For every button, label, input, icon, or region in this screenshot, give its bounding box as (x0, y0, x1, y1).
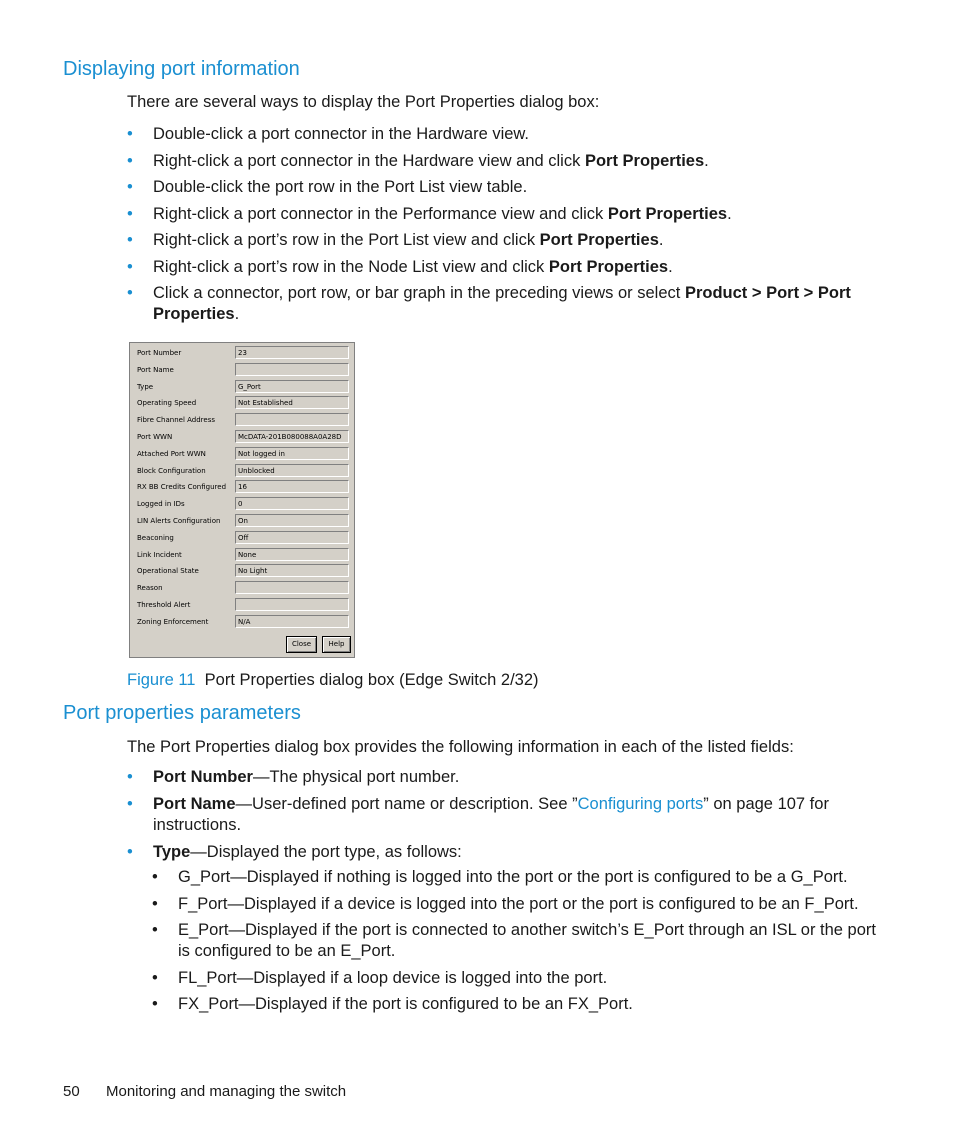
param-type (127, 842, 887, 1015)
bullet: • (152, 868, 158, 886)
method-text-end: . (658, 231, 664, 249)
dialog-row (130, 495, 356, 512)
bullet: • (127, 795, 133, 813)
display-method-item (127, 257, 887, 278)
field-label: Link Incident (137, 550, 182, 559)
parameters-list (127, 767, 887, 1021)
param-term: Port Name (153, 795, 236, 813)
dialog-row (130, 546, 356, 563)
method-text-end: . (727, 204, 732, 223)
port-type-text: E_Port—Displayed if the port is connected to another switch’s E_Port through an ISL or the port is configured to be an E_Port. (178, 921, 876, 960)
dialog-row (130, 394, 356, 411)
param-term: Port Number (153, 768, 253, 786)
field-label: Fibre Channel Address (137, 416, 216, 425)
section-heading-parameters: Port properties parameters (63, 702, 301, 724)
param-desc-tail: ” on page 107 for instructions. (153, 795, 829, 834)
menu-command: Port Properties (584, 151, 705, 170)
field-label: Port Number (137, 349, 182, 357)
field-label: Logged in IDs (137, 500, 185, 509)
section-heading-displaying: Displaying port information (63, 58, 300, 80)
method-text: Double-click the port row in the Port List view table. (153, 178, 528, 196)
dialog-row (130, 579, 356, 596)
field-value (235, 363, 349, 376)
figure-caption (127, 671, 539, 690)
port-properties-dialog (129, 342, 355, 658)
method-text: Right-click a port’s row in the Node List view and click (153, 257, 549, 276)
param-desc: —The physical port number. (252, 768, 460, 786)
dialog-row (130, 596, 356, 613)
method-text-end: . (704, 151, 709, 170)
field-label: Attached Port WWN (137, 449, 206, 458)
port-type-text: F_Port—Displayed if a device is logged into the port or the port is configured to be an F_Port. (178, 894, 859, 913)
field-label: Port Name (137, 365, 174, 374)
field-value (235, 598, 349, 611)
menu-command: Port Properties (607, 204, 728, 223)
dialog-row (130, 613, 356, 630)
param-port-name (127, 794, 887, 836)
port-type-item (152, 867, 887, 888)
field-label: Operating Speed (137, 399, 197, 408)
menu-command: Port Properties (539, 231, 659, 249)
configuring-ports-link[interactable]: Configuring ports (577, 795, 704, 813)
dialog-row (130, 344, 356, 361)
dialog-row (130, 529, 356, 546)
method-text-end: . (234, 305, 240, 323)
figure-number: Figure 11 (127, 671, 196, 689)
menu-command: Product > Port > Port Properties (153, 284, 851, 323)
field-label: Port WWN (137, 433, 173, 441)
port-type-list (153, 867, 887, 1015)
bullet: • (152, 921, 158, 939)
field-value: 16 (235, 480, 349, 493)
field-value: G_Port (235, 380, 349, 393)
bullet: • (127, 151, 133, 170)
bullet: • (127, 257, 133, 276)
footer-title: Monitoring and managing the switch (106, 1083, 347, 1100)
port-type-text: FL_Port—Displayed if a loop device is logged into the port. (178, 968, 608, 987)
param-term: Type (153, 843, 191, 861)
method-text: Double-click a port connector in the Hardware view. (153, 125, 530, 143)
display-method-item (127, 283, 887, 325)
field-value: None (235, 548, 349, 561)
display-method-item (127, 177, 887, 198)
display-method-item (127, 204, 887, 225)
method-text: Right-click a port connector in the Performance view and click (153, 204, 608, 223)
parameters-intro: The Port Properties dialog box provides the following information in each of the listed fields: (127, 738, 794, 756)
intro-text: There are several ways to display the Port Properties dialog box: (127, 93, 600, 111)
port-type-item (152, 894, 887, 915)
dialog-row (130, 445, 356, 462)
bullet: • (127, 204, 133, 223)
bullet: • (152, 894, 158, 913)
field-value: N/A (235, 615, 349, 628)
method-text: Right-click a port connector in the Hardware view and click (153, 151, 585, 170)
display-method-item (127, 230, 887, 251)
field-label: Threshold Alert (137, 601, 191, 609)
field-label: Block Configuration (137, 466, 206, 475)
field-label: Beaconing (137, 533, 174, 542)
display-method-item (127, 124, 887, 145)
display-methods-list (127, 124, 887, 331)
field-label: RX BB Credits Configured (137, 483, 227, 492)
bullet: • (152, 995, 158, 1013)
port-type-text: FX_Port—Displayed if the port is configured to be an FX_Port. (178, 995, 633, 1013)
bullet: • (127, 768, 133, 786)
bullet: • (127, 284, 133, 302)
method-text-end: . (668, 257, 673, 276)
bullet: • (127, 843, 133, 861)
dialog-row (130, 361, 356, 378)
bullet: • (127, 178, 133, 196)
field-label: Type (137, 382, 154, 391)
port-type-item (152, 994, 887, 1015)
page-number: 50 (63, 1083, 80, 1100)
dialog-row (130, 378, 356, 395)
bullet: • (127, 125, 133, 143)
dialog-row (130, 562, 356, 579)
dialog-row (130, 428, 356, 445)
dialog-row (130, 462, 356, 479)
close-button[interactable]: Close (286, 636, 317, 653)
field-value: On (235, 514, 349, 527)
figure-caption-text: Port Properties dialog box (Edge Switch 2/32) (204, 671, 539, 689)
field-label: Zoning Enforcement (137, 617, 209, 626)
param-desc: —Displayed the port type, as follows: (190, 843, 462, 861)
port-type-item (152, 968, 887, 989)
field-label: LIN Alerts Configuration (137, 517, 221, 525)
menu-command: Port Properties (548, 257, 669, 276)
field-value: Unblocked (235, 464, 349, 477)
field-label: Operational State (137, 567, 199, 576)
dialog-row (130, 478, 356, 495)
field-value: Off (235, 531, 349, 544)
bullet: • (127, 231, 133, 249)
bullet: • (152, 968, 158, 987)
param-desc: —User-defined port name or description. See ” (235, 795, 578, 813)
help-button[interactable]: Help (322, 636, 351, 653)
field-value: 23 (235, 346, 349, 359)
method-text: Click a connector, port row, or bar graph in the preceding views or select (153, 284, 685, 302)
field-value: McDATA-201B080088A0A28D (235, 430, 349, 443)
field-label: Reason (137, 584, 163, 593)
port-type-item (152, 920, 887, 962)
method-text: Right-click a port’s row in the Port List view and click (153, 231, 540, 249)
dialog-row (130, 512, 356, 529)
field-value (235, 581, 349, 594)
field-value: 0 (235, 497, 349, 510)
field-value: No Light (235, 564, 349, 577)
field-value: Not logged in (235, 447, 349, 460)
display-method-item (127, 151, 887, 172)
dialog-row (130, 411, 356, 428)
port-type-text: G_Port—Displayed if nothing is logged into the port or the port is configured to be a G_Port. (178, 868, 848, 886)
field-value (235, 413, 349, 426)
param-port-number (127, 767, 887, 788)
field-value: Not Established (235, 396, 349, 409)
